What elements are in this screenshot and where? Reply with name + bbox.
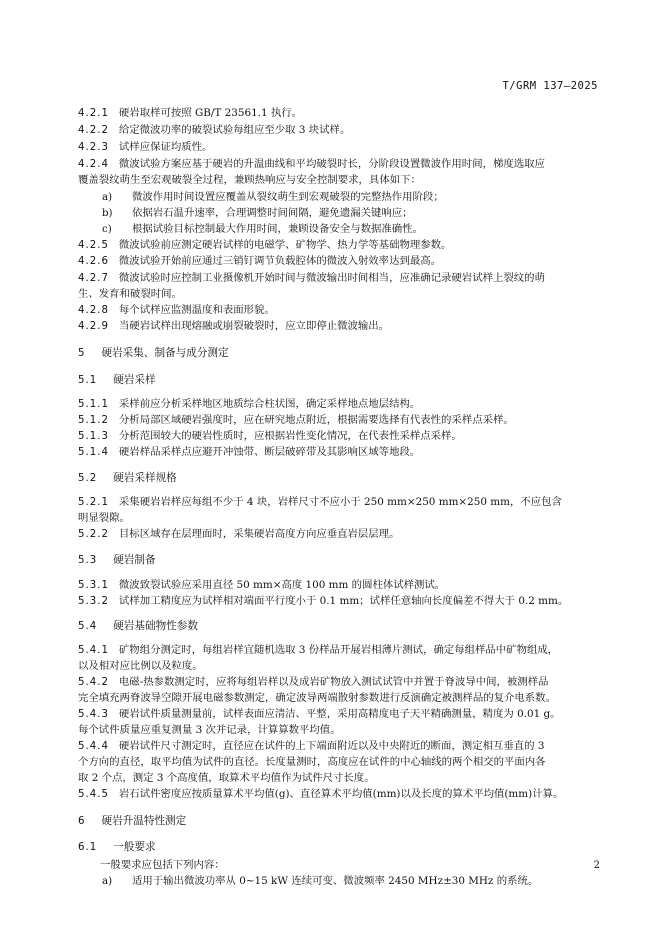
clause-number: 4.2.5 [78, 240, 109, 251]
clause-text: 岩石试件密度应按质量算术平均值(g)、直径算术平均值(mm)以及长度的算术平均值(mm)计算。 [118, 788, 564, 800]
section-title: 硬岩制备 [113, 554, 156, 566]
clause-number: 5.2.1 [78, 497, 109, 508]
clause-number: 5.3.1 [78, 580, 109, 591]
clause-line [78, 723, 602, 737]
clause-text: 采样前应分析采样地区地质综合柱状图，确定采样地点地层结构。 [118, 398, 421, 410]
clause-text: 以及相对应比例以及粒度。 [78, 660, 203, 672]
clause-line [102, 222, 626, 236]
section-heading [78, 373, 602, 387]
clause-line [78, 106, 602, 120]
clause-text: 根据试验目标控制最大作用时间，兼顾设备安全与数据准确性。 [132, 223, 423, 235]
clause-number: 4.2.7 [78, 273, 109, 284]
clause-line [78, 594, 602, 608]
clause-text: 微波试验前应测定硬岩试样的电磁学、矿物学、热力学等基础物理参数。 [118, 239, 452, 251]
clause-line [102, 874, 626, 888]
section-heading [78, 619, 602, 633]
clause-text: 微波作用时间设置应覆盖从裂纹萌生到宏观破裂的完整热作用阶段； [132, 191, 444, 203]
clause-text: 试样加工精度应为试样相对端面平行度小于 0.1 mm；试样任意轴向长度偏差不得大于 0.2 mm。 [118, 595, 569, 607]
clause-number: 5.4.3 [78, 709, 109, 720]
clause-text: 分析局部区域硬岩强度时，应在研究地点附近，根据需要选择有代表性的采样点采样。 [118, 414, 514, 426]
clause-number: 6 [78, 816, 86, 827]
list-marker: a) [102, 192, 113, 203]
clause-line [78, 287, 602, 301]
clause-text: 每个试样应监测温度和表面形貌。 [118, 304, 275, 316]
clause-line [78, 254, 602, 268]
section-heading [78, 840, 602, 854]
clause-text: 依据岩石温升速率，合理调整时间间隔，避免遗漏关键响应； [132, 207, 413, 219]
clause-text: 当硬岩试样出现熔融或崩裂破裂时，应立即停止微波输出。 [118, 320, 390, 332]
section-title: 硬岩升温特性测定 [101, 815, 187, 827]
clause-text: 给定微波功率的破裂试验每组应至少取 3 块试样。 [118, 124, 351, 136]
clause-text: 每个试件质量应重复测量 3 次并记录，计算算数平均值。 [78, 724, 341, 736]
clause-line [78, 771, 602, 785]
clause-line [78, 495, 602, 509]
clause-line [78, 397, 602, 411]
clause-line [78, 123, 602, 137]
standard-code: T/GRM 137—2025 [502, 80, 598, 92]
section-heading [78, 553, 602, 567]
clause-text: 微波致裂试验应采用直径 50 mm×高度 100 mm 的圆柱体试样测试。 [118, 579, 446, 591]
clause-line [102, 190, 626, 204]
clause-text: 覆盖裂纹萌生至宏观破裂全过程，兼顾热响应与安全控制要求，具体如下： [78, 174, 421, 186]
clause-line [78, 140, 602, 154]
clause-number: 5.2 [78, 473, 98, 484]
clause-text: 硬岩试件质量测量前，试样表面应清洁、平整，采用高精度电子天平精确测量，精度为 0.01 g。 [118, 708, 561, 720]
clause-line [78, 238, 602, 252]
clause-number: 5.1.4 [78, 447, 109, 458]
clause-number: 4.2.8 [78, 305, 109, 316]
clause-line [78, 659, 602, 673]
clause-number: 5.4.2 [78, 677, 109, 688]
list-marker: a) [102, 876, 113, 887]
clause-text: 目标区域存在层理面时，采集硬岩高度方向应垂直岩层层理。 [118, 528, 400, 540]
clause-line [78, 303, 602, 317]
clause-text: 生、发育和破裂时间。 [78, 288, 182, 300]
clause-number: 5.1.2 [78, 415, 109, 426]
clause-line [78, 755, 602, 769]
clause-line [78, 643, 602, 657]
clause-number: 5.3.2 [78, 596, 109, 607]
section-heading [78, 346, 602, 360]
clause-line [78, 173, 602, 187]
clause-number: 4.2.9 [78, 321, 109, 332]
section-heading [78, 814, 602, 828]
clause-number: 5.3 [78, 555, 98, 566]
clause-text: 微波试验方案应基于硬岩的升温曲线和平均破裂时长，分阶段设置微波作用时间，梯度选取应 [118, 158, 545, 170]
clause-line [78, 675, 602, 689]
section-title: 一般要求 [113, 841, 156, 853]
clause-number: 5.2.2 [78, 529, 109, 540]
clause-line [78, 739, 602, 753]
list-marker: c) [102, 224, 112, 235]
clause-line [78, 578, 602, 592]
clause-text: 一般要求应包括下列内容： [100, 859, 225, 871]
clause-line [78, 787, 602, 801]
clause-text: 个方向的直径，取平均值为试件的直径。长度量测时，高度应在试件的中心轴线的两个相交的平面内各 [78, 756, 546, 768]
clause-text: 微波试验开始前应通过三销钉调节负载腔体的微波入射效率达到最高。 [118, 255, 442, 267]
clause-number: 4.2.4 [78, 159, 109, 170]
clause-line [78, 691, 602, 705]
section-title: 硬岩采集、制备与成分测定 [101, 347, 229, 359]
clause-line [78, 445, 602, 459]
clause-text: 硬岩取样可按照 GB/T 23561.1 执行。 [118, 107, 303, 119]
clause-line [78, 413, 602, 427]
clause-line [78, 429, 602, 443]
clause-text: 电磁-热参数测定时，应将每组岩样以及成岩矿物放入测试试管中并置于脊波导中间，被测样品 [118, 676, 549, 688]
clause-number: 5.4.1 [78, 645, 109, 656]
clause-text: 分析范围较大的硬岩性质时，应根据岩性变化情况，在代表性采样点采样。 [118, 430, 462, 442]
page-number: 2 [593, 860, 600, 871]
clause-number: 5.4.4 [78, 741, 109, 752]
list-marker: b) [102, 208, 113, 219]
section-title: 硬岩采样 [113, 374, 156, 386]
clause-text: 明显裂隙。 [78, 512, 130, 524]
clause-text: 矿物组分测定时，每组岩样宜随机选取 3 份样品开展岩相薄片测试，确定每组样品中矿物组成， [118, 644, 559, 656]
clause-line [78, 271, 602, 285]
clause-number: 4.2.3 [78, 142, 109, 153]
clause-number: 5.4 [78, 621, 98, 632]
clause-text: 硬岩试件尺寸测定时，直径应在试件的上下端面附近以及中央附近的断面，测定相互垂直的 3 [118, 740, 545, 752]
clause-line [100, 858, 624, 872]
clause-line [78, 511, 602, 525]
clause-number: 4.2.2 [78, 125, 109, 136]
clause-number: 6.1 [78, 842, 98, 853]
clause-text: 完全填充两脊波导空隙开展电磁参数测定，确定波导两端散射参数进行反演确定被测样品的复介电系数。 [78, 692, 556, 704]
clause-text: 采集硬岩岩样应每组不少于 4 块，岩样尺寸不应小于 250 mm×250 mm×250 mm，不应包含 [118, 496, 562, 508]
clause-text: 取 2 个点，测定 3 个高度值，取算术平均值作为试件尺寸长度。 [78, 772, 375, 784]
clause-line [78, 157, 602, 171]
clause-text: 硬岩样品采样点应避开冲蚀带、断层破碎带及其影响区域等地段。 [118, 446, 421, 458]
clause-line [78, 527, 602, 541]
clause-line [78, 707, 602, 721]
clause-text: 微波试验时应控制工业摄像机开始时间与微波输出时间相当，应准确记录硬岩试样上裂纹的萌 [118, 272, 545, 284]
clause-text: 适用于输出微波功率从 0~15 kW 连续可变、微波频率 2450 MHz±30 MHz 的系统。 [132, 875, 539, 887]
clause-number: 5.1 [78, 375, 98, 386]
section-title: 硬岩采样规格 [113, 472, 177, 484]
section-heading [78, 471, 602, 485]
clause-number: 5.1.3 [78, 431, 109, 442]
section-title: 硬岩基础物性参数 [113, 620, 198, 632]
clause-line [102, 206, 626, 220]
clause-number: 5 [78, 348, 86, 359]
clause-line [78, 319, 602, 333]
clause-number: 4.2.1 [78, 108, 109, 119]
clause-number: 5.4.5 [78, 789, 109, 800]
clause-text: 试样应保证均质性。 [118, 141, 213, 153]
clause-number: 4.2.6 [78, 256, 109, 267]
clause-number: 5.1.1 [78, 399, 109, 410]
